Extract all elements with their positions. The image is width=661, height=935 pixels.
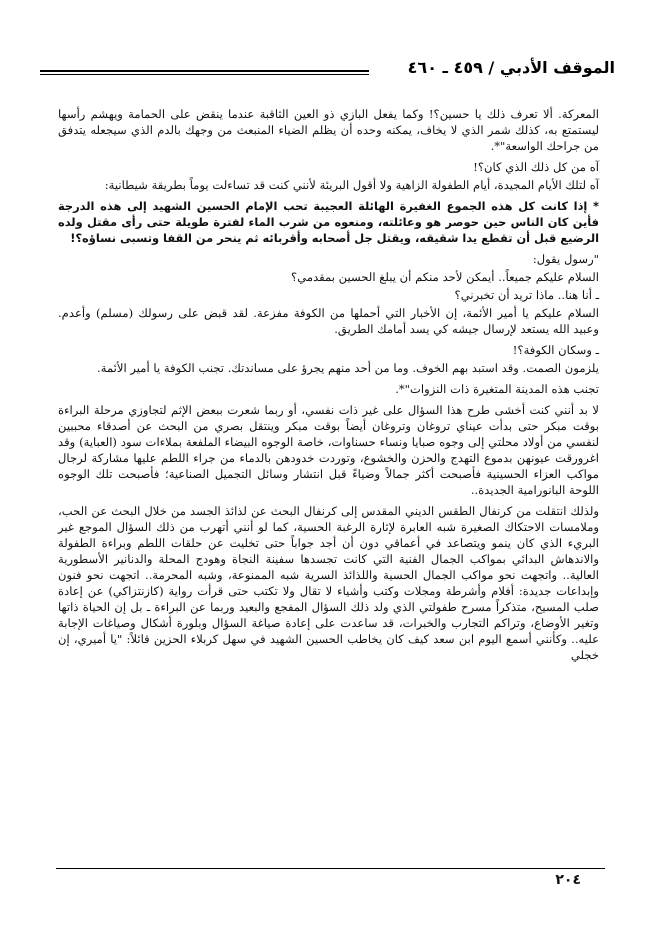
bold-question-paragraph: * إذا كانت كل هذه الجموع الغفيرة الهائلة العجيبة تحب الإمام الحسين الشهيد إلى هذه الدرجة فأين كان الناس حين حوصر هو وعائلته، ومنعوه من شرب الماء لفترة طويلة حتى رأى مقتل ولده الرضيع قبل أن تقطع يدا شقيقه، ويقتل جل أصحابه وأقربائه ثم ينحر من القفا وتسبى نساؤه؟! xyxy=(58,199,599,245)
paragraph: تجنب هذه المدينة المتغيرة ذات النزوات"*. xyxy=(395,382,599,396)
paragraph: ـ أنا هنا.. ماذا تريد أن تخبرني؟ xyxy=(454,288,599,302)
paragraph: المعركة. ألا تعرف ذلك يا حسين؟! وكما يفعل البازي ذو العين الثاقبة عندما ينقض على الحمامة ويهشم رأسها ليستمتع به، كذلك شمر الذي لا يخاف، يمكنه وحده أن يظلم الضياء المنبعث من وجهك بالدم الذي سيجعله يتدفق من جراحك الواسعة"*. xyxy=(58,107,599,153)
paragraph: يلزمون الصمت. وقد استبد بهم الخوف. وما من أحد منهم يجرؤ على مساندتك. تجنب الكوفة يا أمير الأئمة. xyxy=(97,361,599,375)
footer-rule xyxy=(56,868,605,869)
paragraph: آه من كل ذلك الذي كان؟! xyxy=(473,160,599,174)
header-rule xyxy=(40,70,369,75)
paragraph: "رسول يقول: xyxy=(532,252,599,266)
running-header xyxy=(40,56,615,88)
paragraph: آه لتلك الأيام المجيدة، أيام الطفولة الزاهية ولا أقول البريئة لأنني كنت قد تساءلت يوماً بطريقة شيطانية: xyxy=(104,178,599,192)
paragraph: السلام عليكم يا أمير الأئمة، إن الأخبار التي أحملها من الكوفة مفزعة. لقد قبض على رسولك (مسلم) وأعدم. وعبيد الله يستعد لإرسال جيشه كي يسد أمامك الطريق. xyxy=(58,306,599,336)
journal-title: الموقف الأدبي / ٤٥٩ ـ ٤٦٠ xyxy=(407,58,615,77)
paragraph: ـ وسكان الكوفة؟! xyxy=(512,343,599,357)
article-body xyxy=(58,106,599,668)
page-number: ٢٠٤ xyxy=(555,872,581,888)
paragraph: لا بد أنني كنت أخشى طرح هذا السؤال على غير ذات نفسي، أو ربما شعرت ببعض الإثم لتجاوزي مرحلة البراءة بوقت مبكر حتى بدأت عيناي تروغان وتروغان أيضاً بوقت مبكر وينتقل بصري من البحث عن أصدقاء محببين لنفسي من أولاد محلتي إلى وجوه صبايا ونساء حسناوات، خاصة الوجوه البيضاء الملفعة بملاءات سود (العباية) وقد اغرورقت عيونهن بدموع التهدج والحزن والخشوع، وتوردت خدودهن بالدماء من جراء اللطم عليها مشاركة لرجال مواكب العزاء الحسينية فأصبحت أكثر جمالاً وضياءً قبل انتشار وسائل التجميل الصناعية؛ فأصبحت تلك الوجوه اللوحة البانورامية الجديدة.. xyxy=(58,403,599,497)
paragraph: السلام عليكم جميعاً.. أيمكن لأحد منكم أن يبلغ الحسين بمقدمي؟ xyxy=(291,270,599,284)
paragraph: ولذلك انتقلت من كرنفال الطقس الديني المقدس إلى كرنفال البحث عن لذائذ الجسد من خلال البحث عن الحب، وملامسات الاحتكاك الصغيرة شبه العابرة لإثارة الرغبة الحسية، كما لو أنني أتهرب من ذلك السؤال الموجع غير البريء الذي كان ينمو ويتصاعد في أعماقي دون أن أجد جواباً حتى تخليت عن حلقات اللطم وبراءة الطفولة والاندهاش البدائي بمواكب الجمال الفنية التي كانت تجسدها سفينة النجاة وهودج المحلة والدنانير الأسطورية العالية.. واتجهت نحو مواكب الجمال الحسية واللذائذ السرية شبه الممنوعة، وشبه المحرمة.. اتجهت نحو فنون وإبداعات جديدة: أفلام وأشرطة ومجلات وكتب وأشياء لا تقال ولا تكتب حتى قرأت رواية (كازنتزاكي) عن إعادة صلب المسيح، متذكراً مسرح طفولتي الذي ولد ذلك السؤال المفجع والبعيد وربما عن البراءة ـ بل إن الحياة ذاتها وتغير الأوضاع، وتراكم التجارب والخبرات، قد ساعدت على إعادة صياغة السؤال وبلورة أشكال وصياغات الإجابة عليه.. وكأنني أسمع اليوم ابن سعد كيف كان يخاطب الحسين الشهيد في سهل كربلاء الحزين قائلاً: "يا أميري، إن خجلي xyxy=(58,504,599,662)
